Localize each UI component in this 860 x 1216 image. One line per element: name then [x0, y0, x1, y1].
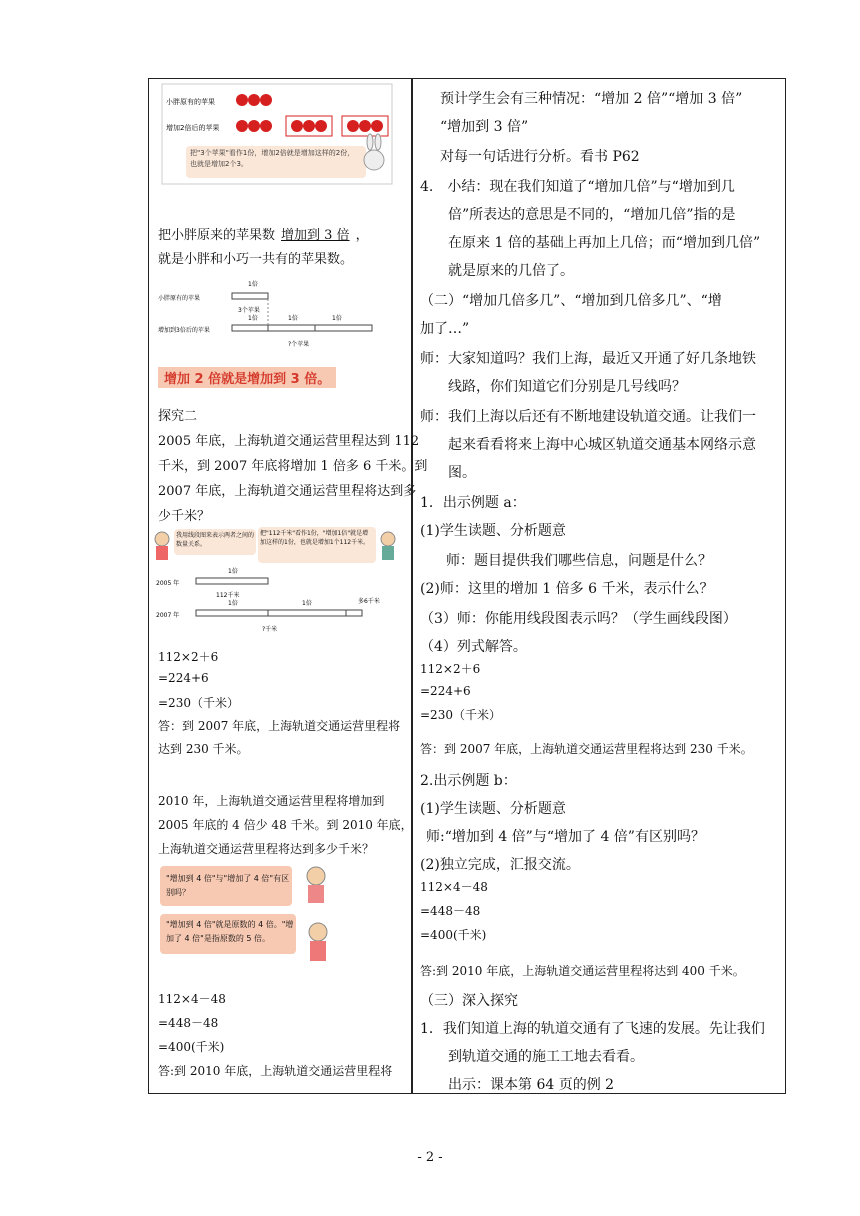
right-line: 师：题目提供我们哪些信息，问题是什么？: [446, 553, 712, 569]
right-line: (2)师：这里的增加 1 倍多 6 千米，表示什么？: [420, 581, 714, 597]
apple-figure: [158, 80, 396, 190]
right-line: （3）师：你能用线段图表示吗？（学生画线段图）: [420, 611, 737, 627]
calc2-line: 112×4－48: [158, 992, 226, 1006]
right-line: 师:“增加到 4 倍”与“增加了 4 倍”有区别吗？: [426, 829, 705, 845]
svg-text:2007 年: 2007 年: [156, 612, 180, 619]
svg-text:1倍: 1倍: [302, 600, 312, 607]
banner-conclusion: 增加 2 倍就是增加到 3 倍。: [158, 367, 336, 388]
right-line: 112×4－48: [420, 880, 488, 894]
right-line: 师：大家知道吗？我们上海，最近又开通了好几条地铁: [420, 351, 756, 367]
right-line: 预计学生会有三种情况：“增加 2 倍”“增加 3 倍”: [440, 91, 743, 107]
answer1-line: 达到 230 千米。: [158, 742, 249, 756]
right-line: 师：我们上海以后还有不断地建设轨道交通。让我们一: [420, 409, 756, 425]
svg-text:1倍: 1倍: [248, 315, 258, 322]
svg-text:1倍: 1倍: [228, 568, 238, 575]
right-line: 就是原来的几倍了。: [448, 263, 574, 279]
answer1-line: 答：到 2007 年底，上海轨道交通运营里程将: [158, 719, 401, 733]
right-line: 1．我们知道上海的轨道交通有了飞速的发展。先让我们: [420, 1021, 765, 1037]
svg-text:2005 年: 2005 年: [156, 580, 180, 587]
sentence-increase-to: 把小胖原来的苹果数 增加到 3 倍 ，: [158, 228, 369, 243]
explore-two-heading: 探究二: [158, 409, 198, 424]
right-line: 加了…”: [420, 321, 470, 337]
right-line: =448－48: [420, 904, 481, 918]
svg-text:多6千米: 多6千米: [358, 598, 380, 605]
right-line: 2.出示例题 b：: [420, 773, 517, 789]
right-line: 到轨道交通的施工工地去看看。: [448, 1049, 644, 1065]
right-line: 线路，你们知道它们分别是几号线吗？: [448, 379, 686, 395]
problem1-line: 2005 年底，上海轨道交通运营里程达到 112: [158, 434, 420, 449]
right-line: 1．出示例题 a：: [420, 495, 526, 511]
boy-icon: [155, 532, 169, 560]
svg-text:?千米: ?千米: [262, 626, 278, 633]
segment-figure-apples: [158, 278, 388, 350]
calc1-line: =230（千米）: [158, 696, 239, 710]
right-line: (1)学生读题、分析题意: [420, 801, 566, 817]
problem1-line: 千米，到 2007 年底将增加 1 倍多 6 千米。到: [158, 459, 428, 474]
problem2-line: 上海轨道交通运营里程将达到多少千米？: [158, 842, 375, 856]
right-line: “增加到 3 倍”: [440, 119, 529, 135]
right-line: =230（千米）: [420, 708, 501, 722]
problem2-line: 2005 年底的 4 倍少 48 千米。到 2010 年底，: [158, 818, 413, 832]
fig1-row1-label: 小胖原有的苹果: [166, 98, 215, 106]
fig1-note: 把"3个苹果"看作1份，增加2倍就是增加这样的2份，也就是增加2个3。: [190, 149, 355, 168]
girl-icon: [381, 532, 395, 560]
svg-text:小胖原有的苹果: 小胖原有的苹果: [158, 295, 201, 302]
right-line: 图。: [448, 465, 476, 481]
problem1-line: 2007 年底，上海轨道交通运营里程将达到多: [158, 484, 417, 499]
right-line: （4）列式解答。: [420, 639, 527, 655]
fig1-row2-label: 增加2倍后的苹果: [166, 124, 220, 132]
sentence-total: 就是小胖和小巧一共有的苹果数。: [158, 252, 354, 267]
right-line: 4. 小结：现在我们知道了“增加几倍”与“增加到几: [420, 179, 735, 195]
svg-text:增加到3倍后的苹果: 增加到3倍后的苹果: [158, 327, 210, 334]
right-line: 112×2＋6: [420, 662, 481, 676]
right-line: （二）“增加几倍多几”、“增加到几倍多几”、“增: [420, 293, 722, 309]
right-line: 起来看看将来上海中心城区轨道交通基本网络示意: [448, 437, 756, 453]
svg-text:1倍: 1倍: [288, 315, 298, 322]
dialog-figure: "增加到 4 倍"与"增加了 4 倍"有区别吗？ "增加到 4 倍"就是原数的 4 倍。"增加了 4 倍"是指原数的 5 倍。: [158, 862, 338, 978]
boy-icon: [307, 867, 325, 903]
right-line: （三）深入探究: [420, 993, 518, 1009]
calc1-line: =224+6: [158, 671, 209, 685]
problem2-line: 2010 年，上海轨道交通运营里程将增加到: [158, 794, 385, 808]
page-number: - 2 -: [417, 1150, 443, 1165]
right-line: (1)学生读题、分析题意: [420, 523, 566, 539]
calc2-line: =400(千米): [158, 1040, 225, 1054]
calc2-line: =448－48: [158, 1016, 219, 1030]
svg-text:?个苹果: ?个苹果: [288, 341, 310, 348]
svg-text:3个苹果: 3个苹果: [238, 307, 260, 314]
right-line: 在原来 1 倍的基础上再加上几倍；而“增加到几倍”: [448, 235, 761, 251]
column-divider: [411, 78, 413, 1094]
right-line: 答：到 2007 年底，上海轨道交通运营里程将达到 230 千米。: [420, 742, 753, 756]
apple-icons-row1: [236, 94, 272, 106]
right-line: (2)独立完成，汇报交流。: [420, 857, 580, 873]
right-line: 倍”所表达的意思是不同的，“增加几倍”指的是: [448, 207, 736, 223]
calc1-line: 112×2＋6: [158, 650, 219, 664]
svg-text:1倍: 1倍: [228, 600, 238, 607]
right-line: 答:到 2010 年底，上海轨道交通运营里程将达到 400 千米。: [420, 964, 745, 978]
problem1-line: 少千米？: [158, 509, 211, 524]
svg-text:1倍: 1倍: [332, 315, 342, 322]
right-line: =400(千米): [420, 928, 487, 942]
segment-figure-km: 我用线段图来表示两者之间的数量关系。 把"112千米"看作1份，"增加1倍"就是增加这样的1份，也就是增加1个112千米。 2005 年 1倍 112千米 2007 年 1倍 1倍 多6千米 ?千米: [152, 525, 402, 637]
right-line: =224+6: [420, 684, 471, 698]
girl-icon: [309, 923, 327, 961]
svg-text:112千米: 112千米: [216, 592, 240, 599]
answer2-line: 答:到 2010 年底，上海轨道交通运营里程将: [158, 1064, 393, 1078]
right-line: 对每一句话进行分析。看书 P62: [440, 149, 640, 165]
right-line: 出示：课本第 64 页的例 2: [448, 1077, 615, 1093]
svg-text:1倍: 1倍: [248, 281, 258, 288]
